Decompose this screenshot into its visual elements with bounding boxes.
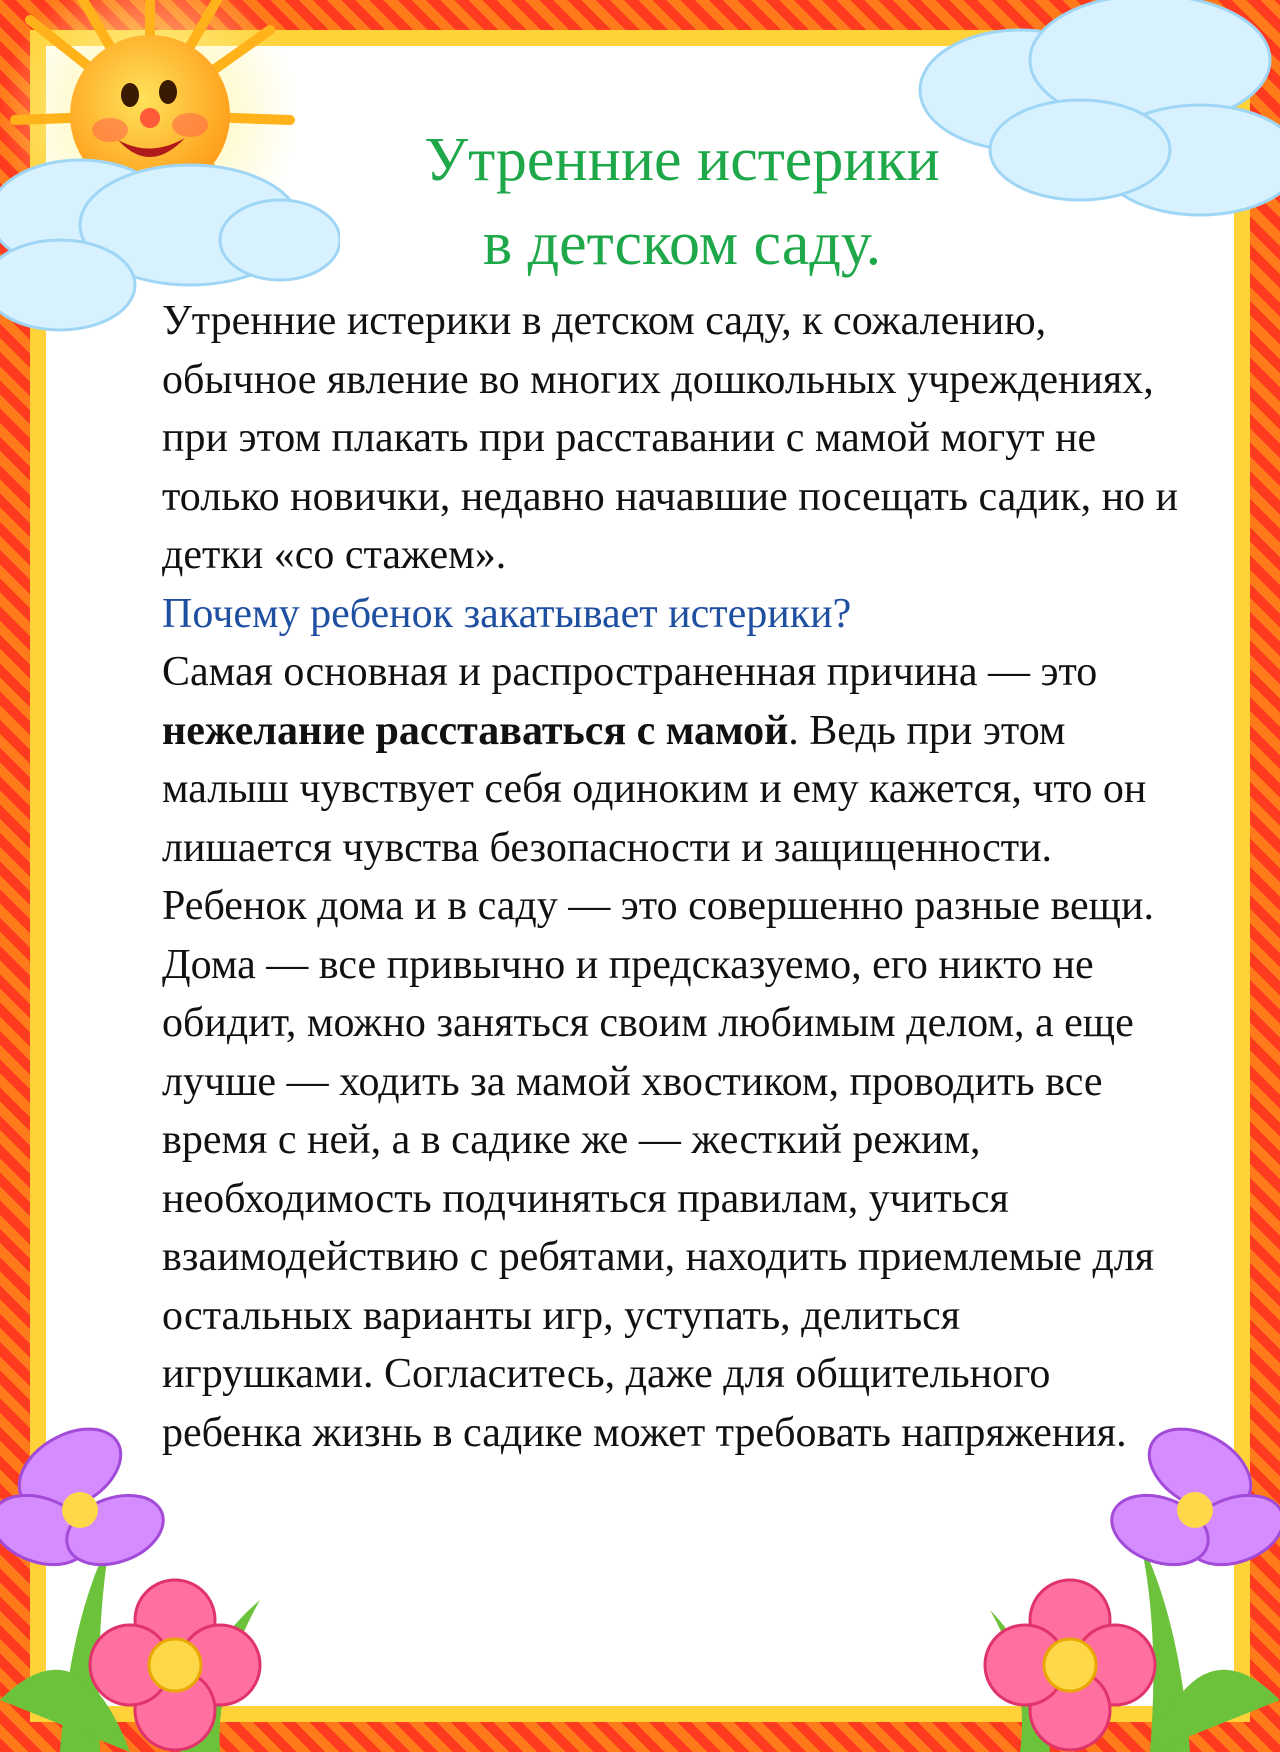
title-line-2: в детском саду. bbox=[482, 210, 882, 278]
body-start: Самая основная и распространенная причина — это bbox=[162, 649, 1098, 695]
title-line-1: Утренние истерики bbox=[424, 126, 940, 194]
section-question: Почему ребенок закатывает истерики? bbox=[162, 590, 852, 637]
body-rest: . Ведь при этом малыш чувствует себя одиноким и ему кажется, что он лишается чувства безопасности и защищенности. Ребенок дома и в саду — это совершенно разные вещи. Дома — все привычно и предсказуемо, его никто не обидит, можно заняться своим любимым делом, а еще лучше — ходить за мамой хвостиком, проводить все время с ней, а в садике же — жесткий режим, необходимость подчиняться правилам, учиться взаимодействию с ребятами, находить приемлемые для остальных варианты игр, уступать, делиться игрушками. Согласитесь, даже для общительного ребенка жизнь в садике может требовать напряжения. bbox=[162, 707, 1155, 1456]
body-bold-phrase: нежелание расставаться с мамой bbox=[162, 707, 789, 754]
article bbox=[162, 118, 1182, 1462]
body-paragraph bbox=[162, 643, 1182, 1462]
intro-paragraph: Утренние истерики в детском саду, к сожалению, обычное явление во многих дошкольных учреждениях, при этом плакать при расставании с мамой могут не только новички, недавно начавшие посещать садик, но и детки «со стажем». bbox=[162, 298, 1179, 578]
page-title bbox=[162, 118, 1182, 286]
